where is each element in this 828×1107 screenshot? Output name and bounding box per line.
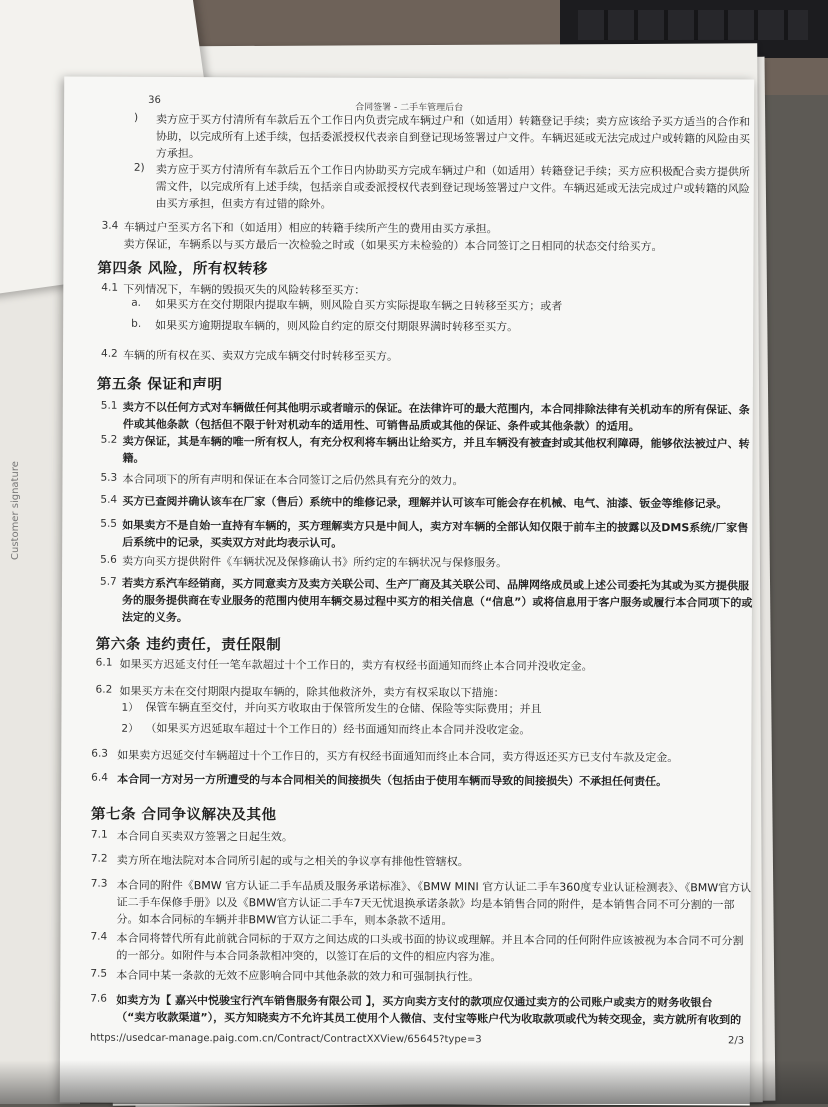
clause-text bbox=[117, 828, 731, 848]
clause-line: 卖方所在地法院对本合同所引起的或与之相关的争议享有排他性管辖权。 bbox=[116, 853, 469, 869]
clause-line: 方承担。 bbox=[155, 146, 200, 161]
clause-number: 7.6 bbox=[90, 992, 107, 1005]
clause-number: 5.3 bbox=[100, 471, 118, 484]
clause-number: 7.5 bbox=[90, 967, 108, 980]
clause-text bbox=[155, 161, 750, 215]
clause-number: 5.1 bbox=[100, 399, 118, 412]
clause-line: 卖方应于买方付清所有车款后五个工作日内负责完成车辆过户和（如适用）转籍登记手续；卖方应该给予买方适当的合作和 bbox=[156, 112, 751, 129]
clause-line: 如果卖方迟延交付车辆超过十个工作日的，买方有权经书面通知而终止本合同，卖方得返还买方已支付车款及定金。 bbox=[117, 748, 679, 765]
clause-text bbox=[155, 296, 733, 316]
clause-line: 需文件，以完成所有上述手续，包括亲自或委派授权代表到登记现场签署过户文件。车辆迟延或无法完成过户或转籍的风险 bbox=[155, 179, 750, 196]
clause-line: 由买方承担，但卖方有过错的除外。 bbox=[155, 196, 332, 211]
clause-line: 件或其他条款（包括但不限于针对机动车的适用性、可销售品质或其他的保证、条件或其他条款）的适用。 bbox=[122, 417, 640, 434]
clause-line: 卖方不以任何方式对车辆做任何其他明示或者暗示的保证。在法律许可的最大范围内，本合同排除法律有关机动车的所有保证、条 bbox=[122, 400, 750, 417]
clause-text bbox=[122, 493, 732, 513]
clause-text bbox=[155, 317, 733, 337]
clause-line: （“卖方收款渠道”），买方知晓卖方不允许其员工使用个人微信、支付宝等账户代为收取款项或代为转交现金，卖方就所有收到的 bbox=[116, 1010, 742, 1027]
clause-text bbox=[123, 347, 733, 367]
clause-line: 如果买方逾期提取车辆的，则风险自约定的原交付期限界满时转移至买方。 bbox=[155, 318, 519, 334]
clause-line: 下列情况下，车辆的毁损灭失的风险转移至买方： bbox=[123, 282, 366, 297]
clause-line: 如果买方未在交付期限内提取车辆的，除其他救济外，卖方有权采取以下措施： bbox=[119, 684, 505, 700]
clause-line: 卖方向买方提供附件《车辆状况及保修确认书》所约定的车辆状况与保修服务。 bbox=[122, 554, 508, 570]
clause-text bbox=[117, 852, 731, 872]
clause-number: 7.4 bbox=[90, 930, 108, 943]
clause-line: 务的服务提供商在专业服务的范围内使用车辆交易过程中买方的相关信息（“信息”）或将信息用于客户服务或履行本合同项下的或 bbox=[121, 593, 753, 610]
clause-number: 7.2 bbox=[90, 852, 108, 865]
clause-line: 卖方保证，车辆系以与买方最后一次检验之时或（如果买方未检验的）本合同签订之日相同的状态交付给买方。 bbox=[123, 237, 663, 254]
clause-number: ) bbox=[134, 111, 139, 124]
clause-text bbox=[116, 967, 730, 987]
section-heading: 第四条 风险，所有权转移 bbox=[97, 260, 268, 278]
clause-line: （如果买方迟延取车超过十个工作日的）经书面通知而终止本合同并没收定金。 bbox=[145, 721, 531, 737]
clause-line: 籍。 bbox=[122, 451, 145, 465]
clause-number: 4.2 bbox=[101, 347, 118, 360]
clause-line: 如果买方迟延支付任一笔车款超过十个工作日的，卖方有权经书面通知而终止本合同并没收定金。 bbox=[119, 657, 593, 673]
clause-text bbox=[122, 517, 749, 554]
clause-text bbox=[122, 433, 750, 470]
clause-text bbox=[122, 553, 732, 573]
clause-number: 1） bbox=[121, 701, 139, 714]
contract-page bbox=[60, 76, 754, 1105]
clause-line: 的一部分。如附件与本合同条款相冲突的，以签订在后的文件的相应内容为准。 bbox=[116, 948, 502, 964]
footer-page-number: 2/3 bbox=[728, 1035, 745, 1047]
clause-line: 本合同一方对另一方所遭受的与本合同相关的间接损失（包括由于使用车辆而导致的间接损失）不承担任何责任。 bbox=[117, 772, 668, 789]
clause-line: 本合同中某一条款的无效不应影响合同中其他条款的效力和可强制执行性。 bbox=[116, 968, 480, 984]
header-title: 合同签署 - 二手车管理后台 bbox=[355, 102, 464, 114]
clause-text bbox=[116, 877, 752, 931]
clause-line: 如卖方为【 嘉兴中悦骏宝行汽车销售服务有限公司 】，买方向卖方支付的款项应仅通过卖方的公司账户或卖方的财务收银台 bbox=[116, 993, 713, 1010]
clause-line: 本合同自买卖双方签署之日起生效。 bbox=[116, 829, 293, 844]
clause-line: 证二手车保修手册》以及《BMW官方认证二手车7天无忧退换承诺条款》均是本销售合同的附件，是本销售合同不可分割的一部 bbox=[116, 895, 735, 912]
clause-number: 6.4 bbox=[91, 771, 108, 784]
clause-line: 本合同项下的所有声明和保证在本合同签订之后仍然具有充分的效力。 bbox=[122, 472, 464, 488]
signature-caption: Customer signature bbox=[10, 461, 21, 560]
clause-number: 4.1 bbox=[101, 281, 119, 294]
header-page-fragment: 36 bbox=[148, 94, 161, 106]
clause-number: 3.4 bbox=[101, 219, 119, 232]
clause-line: 本合同的附件《BMW 官方认证二手车品质及服务承诺标准》、《BMW MINI 官方认证二手车360度专业认证检测表》、《BMW官方认 bbox=[116, 878, 752, 895]
clause-line: 如果买方在交付期限内提取车辆，则风险自买方实际提取车辆之日转移至买方；或者 bbox=[155, 297, 563, 313]
clause-number: a. bbox=[131, 296, 142, 309]
clause-line: 买方已查阅并确认该车在厂家（售后）系统中的维修记录，理解并认可该车可能会存在机械、电气、油漆、钣金等维修记录。 bbox=[122, 494, 728, 511]
section-heading: 第五条 保证和声明 bbox=[96, 376, 223, 394]
clause-number: 7.3 bbox=[90, 877, 108, 890]
clause-number: 5.6 bbox=[100, 553, 117, 566]
section-heading: 第七条 合同争议解决及其他 bbox=[90, 806, 277, 824]
clause-number: 6.3 bbox=[91, 747, 109, 760]
clause-text bbox=[116, 992, 742, 1029]
clause-text bbox=[120, 656, 732, 676]
clause-text bbox=[155, 111, 751, 165]
clause-line: 如果卖方不是自始一直持有车辆的，买方理解卖方只是中间人，卖方对车辆的全部认知仅限于前车主的披露以及DMS系统/厂家售 bbox=[122, 518, 749, 535]
clause-line: 后系统中的记录，买卖双方对此均表示认可。 bbox=[122, 535, 343, 550]
clause-line: 分。如本合同标的车辆并非BMW官方认证二手车，则本条款不适用。 bbox=[116, 912, 453, 928]
clause-line: 协助，以完成所有上述手续，包括委派授权代表亲自到登记现场签署过户文件。车辆迟延或无法完成过户或转籍的风险由买 bbox=[155, 129, 751, 146]
clause-text bbox=[116, 930, 744, 967]
clause-line: 本合同将替代所有此前就合同标的于双方之间达成的口头或书面的协议或理解。并且本合同的任何附件应该被视为本合同不可分割 bbox=[116, 931, 744, 948]
clause-text bbox=[117, 771, 731, 791]
clause-line: 卖方应于买方付清所有车款后五个工作日内协助买方完成车辆过户和（如适用）转籍登记手续；买方应积极配合卖方提供所 bbox=[155, 162, 750, 179]
clause-text bbox=[121, 575, 753, 629]
clause-line: 卖方保证，其是车辆的唯一所有权人，有充分权利将车辆出让给买方，并且车辆没有被查封或其他权利障碍，能够依法被过户、转 bbox=[122, 434, 750, 451]
clause-text bbox=[117, 747, 731, 767]
clause-line: 若卖方系汽车经销商，买方同意卖方及卖方关联公司、生产厂商及其关联公司、品牌网络成员或上述公司委托为其或为买方提供服 bbox=[122, 576, 750, 593]
clause-text bbox=[123, 219, 733, 256]
clause-text bbox=[145, 720, 731, 740]
clause-number: 5.7 bbox=[100, 575, 117, 588]
clause-text bbox=[145, 699, 731, 719]
clause-number: 5.2 bbox=[100, 433, 118, 446]
clause-number: 2) bbox=[133, 161, 145, 174]
clause-line: 车辆过户至买方名下和（如适用）相应的转籍手续所产生的费用由买方承担。 bbox=[123, 220, 498, 236]
clause-text bbox=[122, 471, 732, 491]
clause-number: 6.1 bbox=[95, 656, 113, 669]
clause-number: 6.2 bbox=[95, 683, 113, 696]
clause-line: 保管车辆直至交付，并向买方收取由于保管所发生的仓储、保险等实际费用；并且 bbox=[145, 700, 542, 716]
footer-url: https://usedcar-manage.paig.com.cn/Contract/ContractXXView/65645?type=3 bbox=[90, 1032, 482, 1046]
clause-number: 2） bbox=[121, 722, 139, 735]
section-heading: 第六条 违约责任，责任限制 bbox=[95, 636, 282, 654]
clause-text bbox=[122, 399, 750, 436]
bottom-shadow bbox=[0, 1060, 828, 1104]
clause-line: 车辆的所有权在买、卖双方完成车辆交付时转移至买方。 bbox=[122, 348, 399, 363]
clause-number: 5.5 bbox=[100, 517, 118, 530]
clause-line: 法定的义务。 bbox=[121, 610, 188, 625]
clause-number: 5.4 bbox=[100, 493, 118, 506]
clause-number: b. bbox=[131, 317, 142, 330]
clause-number: 7.1 bbox=[90, 828, 108, 841]
